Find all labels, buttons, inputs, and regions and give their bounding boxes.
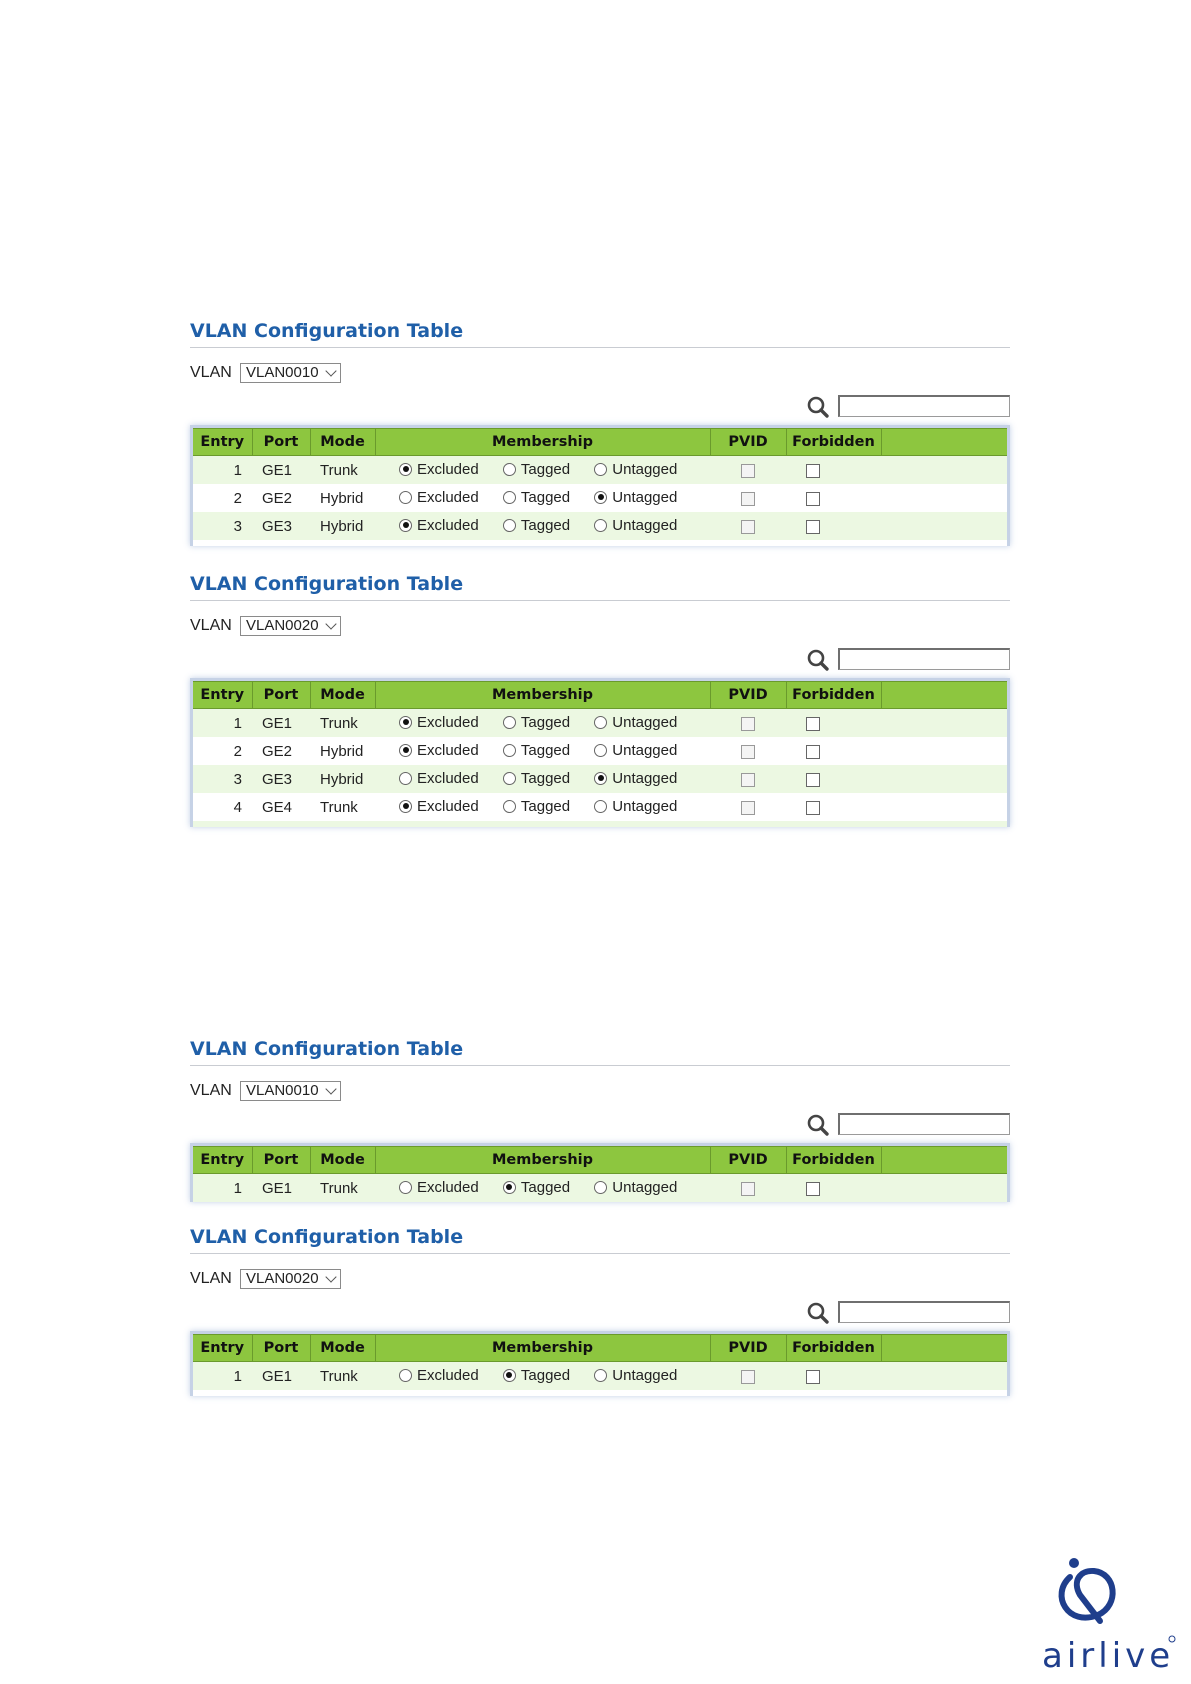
radio-selected-icon[interactable] xyxy=(594,772,607,785)
tagged-radio[interactable] xyxy=(503,1179,570,1196)
radio-label: Untagged xyxy=(612,1178,678,1196)
excluded-radio[interactable] xyxy=(399,1367,479,1384)
vlan-label: VLAN xyxy=(190,1270,232,1287)
entry-cell: 3 xyxy=(193,765,252,793)
radio-empty-icon[interactable] xyxy=(399,772,412,785)
table-row xyxy=(193,484,1007,512)
radio-label: Tagged xyxy=(520,488,571,506)
radio-empty-icon[interactable] xyxy=(503,463,516,476)
vlan-config-panel-4 xyxy=(190,1226,1010,1396)
forbidden-checkbox[interactable] xyxy=(806,520,820,534)
tagged-radio[interactable] xyxy=(503,489,570,506)
vlan-table xyxy=(193,681,1007,827)
tagged-radio[interactable] xyxy=(503,461,570,478)
radio-label: Excluded xyxy=(417,741,479,759)
radio-empty-icon[interactable] xyxy=(594,716,607,729)
chevron-down-icon xyxy=(325,1083,336,1094)
vlan-select-value: VLAN0010 xyxy=(246,364,319,381)
pvid-checkbox[interactable] xyxy=(741,1182,755,1196)
radio-label: Tagged xyxy=(520,460,571,478)
forbidden-checkbox[interactable] xyxy=(806,801,820,815)
search-icon[interactable] xyxy=(806,1301,830,1325)
vlan-select-value: VLAN0010 xyxy=(246,1082,319,1099)
header-port[interactable]: Port xyxy=(252,1335,310,1362)
table-row xyxy=(193,737,1007,765)
radio-label: Excluded xyxy=(417,713,479,731)
entry-cell: 1 xyxy=(193,1174,252,1203)
radio-label: Untagged xyxy=(612,797,678,815)
search-icon[interactable] xyxy=(806,1113,830,1137)
excluded-radio[interactable] xyxy=(399,770,479,787)
pvid-checkbox[interactable] xyxy=(741,520,755,534)
search-input[interactable] xyxy=(838,1301,1010,1323)
radio-selected-icon[interactable] xyxy=(503,1369,516,1382)
header-mode[interactable]: Mode xyxy=(310,429,375,456)
header-membership[interactable]: Membership xyxy=(375,1147,710,1174)
radio-empty-icon[interactable] xyxy=(399,491,412,504)
vlan-select[interactable] xyxy=(240,1269,341,1289)
radio-selected-icon[interactable] xyxy=(399,463,412,476)
radio-selected-icon[interactable] xyxy=(503,1181,516,1194)
vlan-table xyxy=(193,1334,1007,1396)
radio-label: Tagged xyxy=(520,1178,571,1196)
header-entry[interactable]: Entry xyxy=(193,1147,252,1174)
header-forbidden[interactable]: Forbidden xyxy=(786,1147,881,1174)
header-port[interactable]: Port xyxy=(252,429,310,456)
forbidden-cell xyxy=(786,512,881,540)
header-mode[interactable]: Mode xyxy=(310,1335,375,1362)
port-cell: GE2 xyxy=(252,737,310,765)
airlive-logo xyxy=(1040,1555,1180,1675)
pvid-cell xyxy=(710,456,786,485)
mode-cell: Trunk xyxy=(310,709,375,738)
radio-label: Untagged xyxy=(612,488,678,506)
pvid-cell xyxy=(710,709,786,738)
port-cell: GE3 xyxy=(252,512,310,540)
port-cell: GE1 xyxy=(252,456,310,485)
forbidden-cell xyxy=(786,1174,881,1203)
pvid-checkbox[interactable] xyxy=(741,745,755,759)
excluded-radio[interactable] xyxy=(399,798,479,815)
excluded-radio[interactable] xyxy=(399,517,479,534)
vlan-select[interactable] xyxy=(240,1081,341,1101)
vlan-table-container xyxy=(190,678,1010,827)
untagged-radio[interactable] xyxy=(594,461,677,478)
header-port[interactable]: Port xyxy=(252,682,310,709)
table-row-cutoff xyxy=(193,540,1007,546)
entry-cell: 1 xyxy=(193,709,252,738)
row-filler xyxy=(881,709,1007,738)
header-pvid[interactable]: PVID xyxy=(710,1335,786,1362)
forbidden-cell xyxy=(786,793,881,821)
header-filler xyxy=(881,429,1007,456)
vlan-table xyxy=(193,1146,1007,1202)
chevron-down-icon xyxy=(325,365,336,376)
radio-label: Tagged xyxy=(520,769,571,787)
entry-cell: 4 xyxy=(193,793,252,821)
forbidden-cell xyxy=(786,456,881,485)
table-row xyxy=(193,1174,1007,1203)
untagged-radio[interactable] xyxy=(594,742,677,759)
pvid-cell xyxy=(710,765,786,793)
radio-label: Excluded xyxy=(417,460,479,478)
header-pvid[interactable]: PVID xyxy=(710,1147,786,1174)
radio-label: Tagged xyxy=(520,741,571,759)
mode-cell: Trunk xyxy=(310,793,375,821)
radio-selected-icon[interactable] xyxy=(399,800,412,813)
header-filler xyxy=(881,682,1007,709)
panel-title: VLAN Configuration Table xyxy=(190,320,1010,348)
pvid-cell xyxy=(710,793,786,821)
radio-empty-icon[interactable] xyxy=(503,744,516,757)
radio-empty-icon[interactable] xyxy=(594,463,607,476)
vlan-config-panel-1 xyxy=(190,320,1010,546)
vlan-table-container xyxy=(190,1143,1010,1202)
vlan-selector-row xyxy=(190,1079,1010,1103)
vlan-label: VLAN xyxy=(190,364,232,381)
mode-cell: Trunk xyxy=(310,1362,375,1391)
header-entry[interactable]: Entry xyxy=(193,1335,252,1362)
tagged-radio[interactable] xyxy=(503,742,570,759)
forbidden-cell xyxy=(786,484,881,512)
forbidden-checkbox[interactable] xyxy=(806,464,820,478)
radio-label: Excluded xyxy=(417,1178,479,1196)
header-filler xyxy=(881,1147,1007,1174)
radio-empty-icon[interactable] xyxy=(503,716,516,729)
radio-selected-icon[interactable] xyxy=(399,716,412,729)
entry-cell: 1 xyxy=(193,456,252,485)
radio-label: Untagged xyxy=(612,460,678,478)
search-input[interactable] xyxy=(838,395,1010,417)
search-icon[interactable] xyxy=(806,648,830,672)
tagged-radio[interactable] xyxy=(503,1367,570,1384)
radio-label: Tagged xyxy=(520,797,571,815)
row-filler xyxy=(881,765,1007,793)
row-filler xyxy=(881,1362,1007,1391)
header-mode[interactable]: Mode xyxy=(310,682,375,709)
forbidden-checkbox[interactable] xyxy=(806,1370,820,1384)
brand-wordmark: airlive xyxy=(1042,1636,1175,1675)
pvid-cell xyxy=(710,1174,786,1203)
radio-label: Excluded xyxy=(417,797,479,815)
radio-label: Untagged xyxy=(612,741,678,759)
excluded-radio[interactable] xyxy=(399,714,479,731)
untagged-radio[interactable] xyxy=(594,1367,677,1384)
membership-cell xyxy=(375,1174,710,1203)
vlan-label: VLAN xyxy=(190,1082,232,1099)
mode-cell: Hybrid xyxy=(310,512,375,540)
search-row xyxy=(190,638,1010,678)
row-filler xyxy=(881,512,1007,540)
radio-label: Tagged xyxy=(520,516,571,534)
untagged-radio[interactable] xyxy=(594,489,677,506)
header-membership[interactable]: Membership xyxy=(375,1335,710,1362)
untagged-radio[interactable] xyxy=(594,517,677,534)
vlan-select[interactable] xyxy=(240,616,341,636)
radio-empty-icon[interactable] xyxy=(594,1369,607,1382)
mode-cell: Hybrid xyxy=(310,765,375,793)
forbidden-checkbox[interactable] xyxy=(806,492,820,506)
vlan-selector-row xyxy=(190,1267,1010,1291)
pvid-checkbox[interactable] xyxy=(741,773,755,787)
radio-label: Untagged xyxy=(612,713,678,731)
forbidden-cell xyxy=(786,1362,881,1391)
header-forbidden[interactable]: Forbidden xyxy=(786,429,881,456)
membership-cell xyxy=(375,512,710,540)
radio-empty-icon[interactable] xyxy=(594,1181,607,1194)
vlan-config-panel-3 xyxy=(190,1038,1010,1202)
membership-cell xyxy=(375,709,710,738)
pvid-cell xyxy=(710,1362,786,1391)
table-row xyxy=(193,709,1007,738)
vlan-select-value: VLAN0020 xyxy=(246,1270,319,1287)
vlan-table-container xyxy=(190,425,1010,546)
row-filler xyxy=(881,737,1007,765)
mode-cell: Hybrid xyxy=(310,737,375,765)
untagged-radio[interactable] xyxy=(594,798,677,815)
chevron-down-icon xyxy=(325,618,336,629)
forbidden-cell xyxy=(786,737,881,765)
tagged-radio[interactable] xyxy=(503,714,570,731)
pvid-cell xyxy=(710,737,786,765)
vlan-table-container xyxy=(190,1331,1010,1396)
tagged-radio[interactable] xyxy=(503,770,570,787)
untagged-radio[interactable] xyxy=(594,770,677,787)
membership-cell xyxy=(375,484,710,512)
tagged-radio[interactable] xyxy=(503,798,570,815)
radio-empty-icon[interactable] xyxy=(399,1181,412,1194)
table-header-row xyxy=(193,1147,1007,1174)
radio-label: Untagged xyxy=(612,516,678,534)
radio-label: Untagged xyxy=(612,1366,678,1384)
excluded-radio[interactable] xyxy=(399,461,479,478)
radio-label: Tagged xyxy=(520,713,571,731)
forbidden-cell xyxy=(786,709,881,738)
row-filler xyxy=(881,793,1007,821)
port-cell: GE1 xyxy=(252,709,310,738)
pvid-checkbox[interactable] xyxy=(741,492,755,506)
vlan-selector-row xyxy=(190,614,1010,638)
cutoff-cell xyxy=(193,821,1007,827)
header-mode[interactable]: Mode xyxy=(310,1147,375,1174)
pvid-checkbox[interactable] xyxy=(741,717,755,731)
pvid-cell xyxy=(710,484,786,512)
search-row xyxy=(190,1291,1010,1331)
radio-empty-icon[interactable] xyxy=(503,800,516,813)
forbidden-checkbox[interactable] xyxy=(806,717,820,731)
header-membership[interactable]: Membership xyxy=(375,682,710,709)
header-forbidden[interactable]: Forbidden xyxy=(786,1335,881,1362)
table-header-row xyxy=(193,429,1007,456)
header-membership[interactable]: Membership xyxy=(375,429,710,456)
table-row xyxy=(193,456,1007,485)
search-input[interactable] xyxy=(838,648,1010,670)
radio-selected-icon[interactable] xyxy=(594,491,607,504)
radio-label: Excluded xyxy=(417,769,479,787)
search-input[interactable] xyxy=(838,1113,1010,1135)
entry-cell: 3 xyxy=(193,512,252,540)
panel-title: VLAN Configuration Table xyxy=(190,1038,1010,1066)
tagged-radio[interactable] xyxy=(503,517,570,534)
radio-empty-icon[interactable] xyxy=(503,491,516,504)
port-cell: GE3 xyxy=(252,765,310,793)
row-filler xyxy=(881,1174,1007,1203)
untagged-radio[interactable] xyxy=(594,714,677,731)
forbidden-checkbox[interactable] xyxy=(806,1182,820,1196)
radio-label: Tagged xyxy=(520,1366,571,1384)
excluded-radio[interactable] xyxy=(399,489,479,506)
table-row-cutoff xyxy=(193,1390,1007,1396)
cutoff-cell xyxy=(193,1390,1007,1396)
table-row xyxy=(193,765,1007,793)
excluded-radio[interactable] xyxy=(399,1179,479,1196)
entry-cell: 2 xyxy=(193,484,252,512)
pvid-checkbox[interactable] xyxy=(741,1370,755,1384)
mode-cell: Trunk xyxy=(310,456,375,485)
radio-empty-icon[interactable] xyxy=(503,519,516,532)
header-port[interactable]: Port xyxy=(252,1147,310,1174)
panel-title: VLAN Configuration Table xyxy=(190,1226,1010,1254)
table-row xyxy=(193,793,1007,821)
search-icon[interactable] xyxy=(806,395,830,419)
radio-selected-icon[interactable] xyxy=(399,519,412,532)
panel-title: VLAN Configuration Table xyxy=(190,573,1010,601)
port-cell: GE1 xyxy=(252,1362,310,1391)
search-row xyxy=(190,1103,1010,1143)
table-row xyxy=(193,512,1007,540)
vlan-select[interactable] xyxy=(240,363,341,383)
header-filler xyxy=(881,1335,1007,1362)
radio-empty-icon[interactable] xyxy=(594,800,607,813)
port-cell: GE1 xyxy=(252,1174,310,1203)
row-filler xyxy=(881,484,1007,512)
vlan-config-panel-2 xyxy=(190,573,1010,827)
forbidden-cell xyxy=(786,765,881,793)
pvid-checkbox[interactable] xyxy=(741,464,755,478)
search-row xyxy=(190,385,1010,425)
table-row-cutoff xyxy=(193,821,1007,827)
radio-empty-icon[interactable] xyxy=(594,519,607,532)
forbidden-checkbox[interactable] xyxy=(806,773,820,787)
radio-empty-icon[interactable] xyxy=(399,1369,412,1382)
header-forbidden[interactable]: Forbidden xyxy=(786,682,881,709)
radio-label: Excluded xyxy=(417,1366,479,1384)
table-header-row xyxy=(193,682,1007,709)
radio-selected-icon[interactable] xyxy=(399,744,412,757)
table-header-row xyxy=(193,1335,1007,1362)
header-pvid[interactable]: PVID xyxy=(710,429,786,456)
entry-cell: 2 xyxy=(193,737,252,765)
vlan-table xyxy=(193,428,1007,546)
mode-cell: Trunk xyxy=(310,1174,375,1203)
entry-cell: 1 xyxy=(193,1362,252,1391)
membership-cell xyxy=(375,765,710,793)
radio-empty-icon[interactable] xyxy=(594,744,607,757)
radio-label: Untagged xyxy=(612,769,678,787)
membership-cell xyxy=(375,793,710,821)
mode-cell: Hybrid xyxy=(310,484,375,512)
cutoff-cell xyxy=(193,540,1007,546)
vlan-selector-row xyxy=(190,361,1010,385)
port-cell: GE2 xyxy=(252,484,310,512)
radio-empty-icon[interactable] xyxy=(503,772,516,785)
excluded-radio[interactable] xyxy=(399,742,479,759)
table-row xyxy=(193,1362,1007,1391)
chevron-down-icon xyxy=(325,1271,336,1282)
vlan-select-value: VLAN0020 xyxy=(246,617,319,634)
header-entry[interactable]: Entry xyxy=(193,429,252,456)
header-pvid[interactable]: PVID xyxy=(710,682,786,709)
untagged-radio[interactable] xyxy=(594,1179,677,1196)
forbidden-checkbox[interactable] xyxy=(806,745,820,759)
radio-label: Excluded xyxy=(417,488,479,506)
radio-label: Excluded xyxy=(417,516,479,534)
port-cell: GE4 xyxy=(252,793,310,821)
membership-cell xyxy=(375,456,710,485)
membership-cell xyxy=(375,737,710,765)
vlan-label: VLAN xyxy=(190,617,232,634)
row-filler xyxy=(881,456,1007,485)
pvid-cell xyxy=(710,512,786,540)
header-entry[interactable]: Entry xyxy=(193,682,252,709)
pvid-checkbox[interactable] xyxy=(741,801,755,815)
membership-cell xyxy=(375,1362,710,1391)
